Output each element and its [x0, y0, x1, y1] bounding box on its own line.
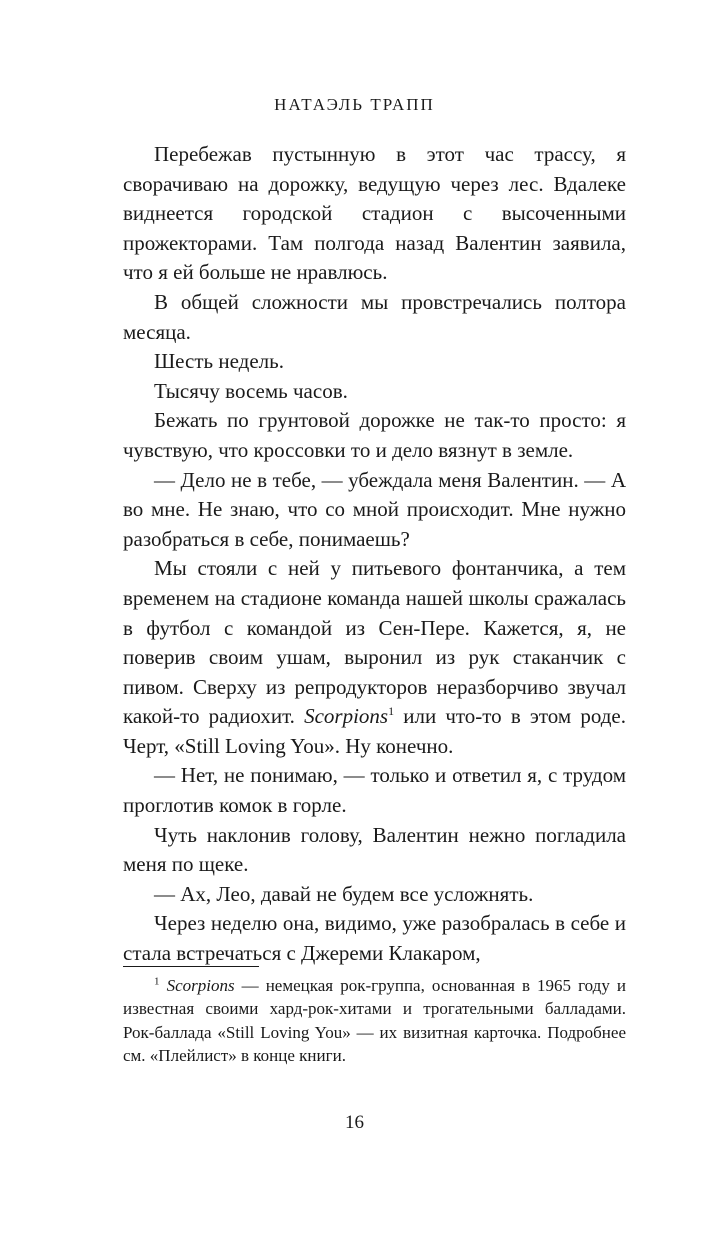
paragraph: — Нет, не понимаю, — только и ответил я, с трудом проглотив комок в горле.: [123, 763, 626, 818]
footnote-divider: [123, 966, 259, 967]
paragraph: Через неделю она, видимо, уже разобралась в себе и стала встречаться с Джереми Клакаром,: [123, 911, 626, 966]
footnote-marker[interactable]: 1: [388, 704, 395, 719]
paragraph: Чуть наклонив голову, Валентин нежно погладила меня по щеке.: [123, 822, 626, 877]
paragraph: Тысячу восемь часов.: [154, 378, 348, 403]
footnote: [123, 974, 626, 1067]
paragraph: Перебежав пустынную в этот час трассу, я сворачиваю на дорожку, ведущую через лес. Вдалеке виднеется городской стадион с высоченными прожекторами. Там полгода назад Валентин заявила, что я ей больше не нравлюсь.: [123, 142, 626, 285]
paragraph: Шесть недель.: [154, 349, 284, 374]
paragraph-with-footnote: [123, 554, 626, 761]
band-name: Scorpions: [304, 704, 389, 729]
page-number: 16: [345, 1112, 364, 1133]
body-text: [123, 140, 626, 969]
paragraph: — Дело не в тебе, — убеждала меня Валентин. — А во мне. Не знаю, что со мной происходит. Мне нужно разобраться в себе, понимаешь?: [123, 467, 626, 551]
paragraph: Бежать по грунтовой дорожке не так-то просто: я чувствую, что кроссовки то и дело вязнут в земле.: [123, 408, 626, 462]
paragraph: — Ах, Лео, давай не будем все усложнять.: [154, 881, 534, 906]
paragraph-text: Мы стояли с ней у питьевого фонтанчика, а тем временем на стадионе команда нашей школы сражалась в футбол с командой из Сен-Пере. Кажется, я, не поверив своим ушам, выронил из рук стаканчик с пивом. Сверху из репродукторов неразборчиво звучал какой-то радиохит.: [123, 556, 626, 729]
paragraph-text: или что-то в этом роде. Черт, «Still Loving You». Ну конечно.: [123, 704, 626, 758]
footnote-number: 1: [154, 975, 160, 988]
paragraph: В общей сложности мы провстречались полтора месяца.: [123, 289, 626, 344]
footnote-text: — немецкая рок-группа, основанная в 1965 году и известная своими хард-рок-хитами и трогательными балладами. Рок-баллада «Still Loving You» — их визитная карточка. Подробнее см. «Плейлист» в конце книги.: [123, 976, 626, 1065]
footnote-band-name: Scorpions: [166, 976, 235, 995]
running-title: НАТАЭЛЬ ТРАПП: [274, 95, 435, 114]
